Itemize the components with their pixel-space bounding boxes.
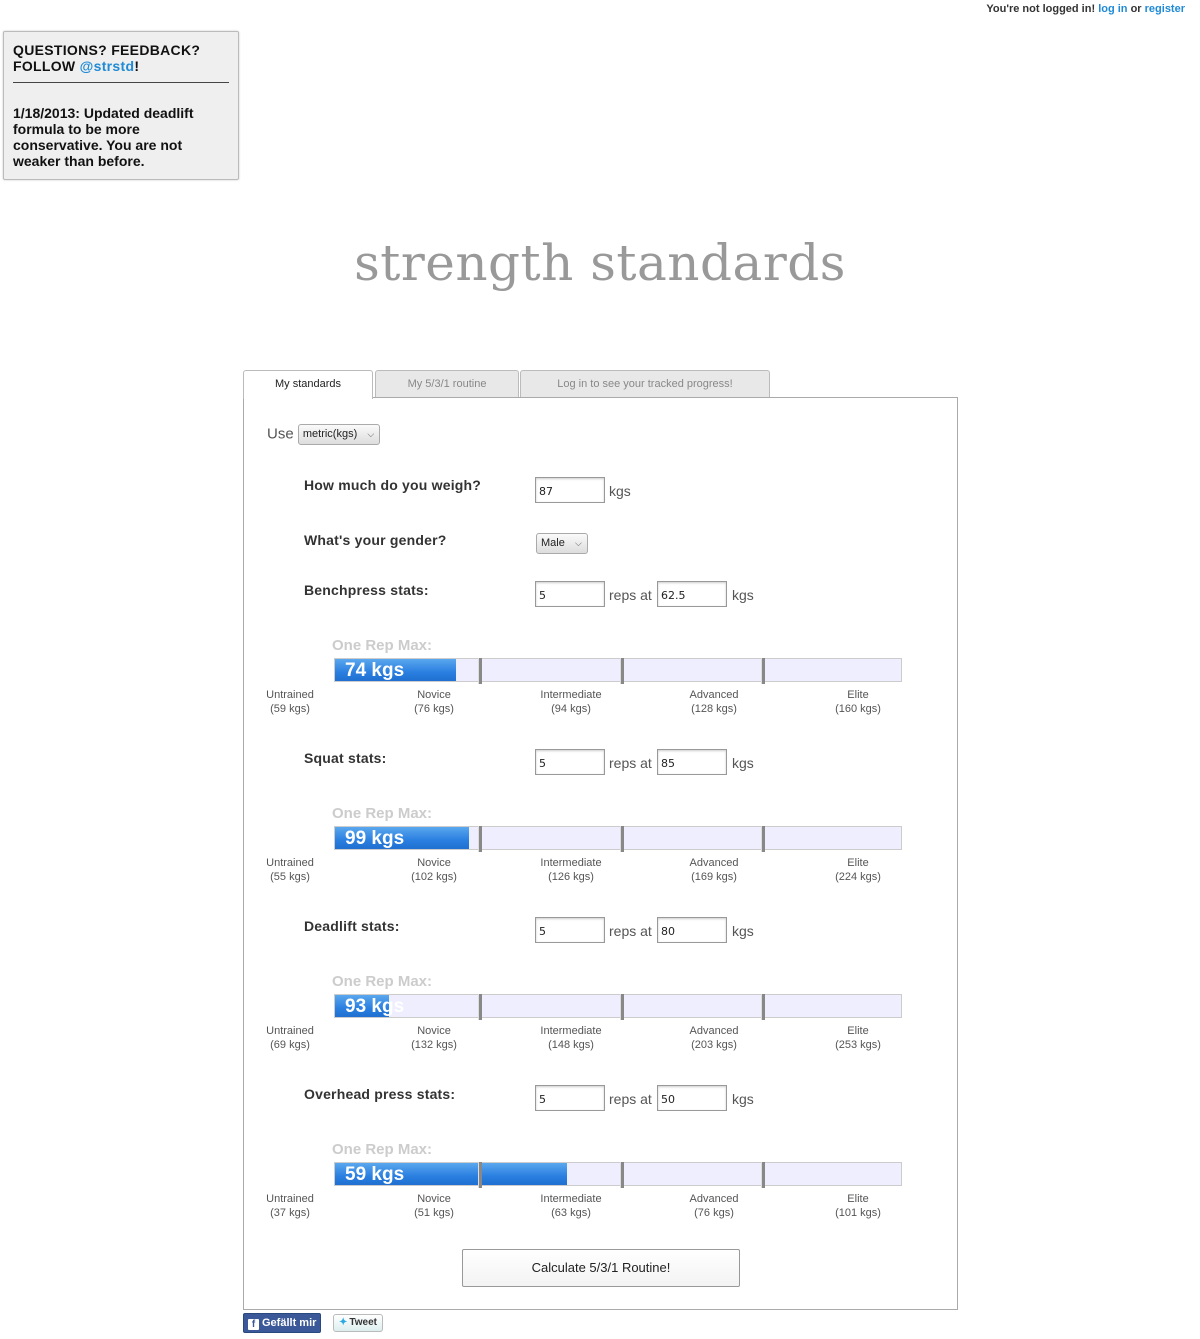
reps-at-text: reps at: [609, 587, 652, 603]
level-label: [394, 1024, 474, 1052]
level-name: Novice: [417, 1193, 451, 1205]
lift-label: Benchpress stats:: [304, 582, 429, 598]
news-item: 1/18/2013: Updated deadlift formula to be more conservative. You are not weaker than before.: [13, 105, 194, 169]
one-rep-max-value: 93 kgs: [345, 996, 405, 1017]
level-label: [818, 1192, 898, 1220]
unit-row: [267, 424, 380, 445]
weight-label: How much do you weigh?: [304, 477, 482, 493]
unit-prefix: Use: [267, 425, 294, 443]
level-value: (148 kgs): [548, 1039, 594, 1051]
level-label: [818, 688, 898, 716]
strength-progress-bar: [334, 1162, 902, 1186]
level-value: (69 kgs): [270, 1039, 310, 1051]
level-name: Novice: [417, 857, 451, 869]
chevron-down-icon: ⌵: [367, 429, 375, 439]
follow-suffix: !: [134, 58, 140, 74]
unit-select-value: metric(kgs): [302, 428, 358, 440]
register-link[interactable]: register: [1144, 3, 1185, 15]
level-value: (102 kgs): [411, 871, 457, 883]
level-name: Untrained: [266, 857, 314, 869]
lift-weight-unit: kgs: [732, 923, 754, 939]
calculate-routine-button[interactable]: Calculate 5/3/1 Routine!: [462, 1249, 740, 1287]
level-marker: [478, 658, 482, 684]
level-marker: [761, 826, 765, 852]
tweet-label: Tweet: [349, 1317, 377, 1328]
level-name: Intermediate: [540, 689, 602, 701]
tab-my-standards[interactable]: My standards: [243, 370, 373, 399]
level-marker: [620, 658, 624, 684]
level-name: Advanced: [689, 857, 739, 869]
level-name: Advanced: [689, 689, 739, 701]
lift-label: Squat stats:: [304, 750, 387, 766]
level-label: [250, 688, 330, 716]
level-name: Novice: [417, 1025, 451, 1037]
level-name: Untrained: [266, 1025, 314, 1037]
level-label: [531, 856, 611, 884]
level-label: [674, 1192, 754, 1220]
level-value: (94 kgs): [551, 703, 591, 715]
level-value: (224 kgs): [835, 871, 881, 883]
level-marker: [761, 1162, 765, 1188]
level-label: [674, 1024, 754, 1052]
login-status-text: You're not logged in!: [986, 3, 1096, 15]
level-label: [818, 1024, 898, 1052]
level-value: (63 kgs): [551, 1207, 591, 1219]
level-name: Elite: [847, 1193, 869, 1205]
lift-weight-unit: kgs: [732, 755, 754, 771]
reps-input[interactable]: 5: [535, 749, 605, 775]
feedback-heading: [13, 42, 229, 74]
reps-input[interactable]: 5: [535, 1085, 605, 1111]
facebook-like-button[interactable]: [243, 1313, 321, 1333]
site-title: strength standards: [354, 234, 846, 292]
level-value: (55 kgs): [270, 871, 310, 883]
login-status: [986, 3, 1185, 15]
lift-weight-unit: kgs: [732, 587, 754, 603]
one-rep-max-value: 74 kgs: [345, 660, 405, 681]
level-label: [531, 1024, 611, 1052]
tab-tracked-progress[interactable]: Log in to see your tracked progress!: [520, 370, 770, 397]
lift-label: Overhead press stats:: [304, 1086, 456, 1102]
gender-select[interactable]: [536, 533, 588, 554]
level-value: (37 kgs): [270, 1207, 310, 1219]
level-name: Intermediate: [540, 1025, 602, 1037]
level-label: [674, 856, 754, 884]
level-name: Advanced: [689, 1193, 739, 1205]
level-value: (51 kgs): [414, 1207, 454, 1219]
facebook-icon: f: [248, 1319, 259, 1330]
lift-weight-input[interactable]: 62.5: [657, 581, 727, 607]
one-rep-max-label: One Rep Max:: [332, 805, 433, 822]
bodyweight-unit: kgs: [609, 483, 631, 499]
level-label: [394, 688, 474, 716]
level-label: [250, 856, 330, 884]
strength-progress-bar: [334, 826, 902, 850]
reps-input[interactable]: 5: [535, 917, 605, 943]
chevron-down-icon: ⌵: [575, 538, 582, 548]
gender-label: What's your gender?: [304, 532, 447, 548]
lift-weight-input[interactable]: 80: [657, 917, 727, 943]
feedback-line1: QUESTIONS? FEEDBACK?: [13, 42, 201, 58]
level-marker: [478, 1162, 482, 1188]
feedback-divider: [13, 82, 229, 83]
level-name: Intermediate: [540, 857, 602, 869]
level-marker: [761, 658, 765, 684]
level-label: [394, 856, 474, 884]
level-marker: [620, 826, 624, 852]
facebook-like-label: Gefällt mir: [262, 1317, 317, 1329]
level-marker: [761, 994, 765, 1020]
level-name: Elite: [847, 857, 869, 869]
level-value: (126 kgs): [548, 871, 594, 883]
level-value: (59 kgs): [270, 703, 310, 715]
level-value: (101 kgs): [835, 1207, 881, 1219]
level-name: Intermediate: [540, 1193, 602, 1205]
level-name: Elite: [847, 1025, 869, 1037]
lift-weight-input[interactable]: 50: [657, 1085, 727, 1111]
bodyweight-input[interactable]: 87: [535, 477, 605, 503]
level-label: [818, 856, 898, 884]
lift-weight-unit: kgs: [732, 1091, 754, 1107]
reps-at-text: reps at: [609, 1091, 652, 1107]
one-rep-max-label: One Rep Max:: [332, 973, 433, 990]
reps-at-text: reps at: [609, 923, 652, 939]
level-label: [674, 688, 754, 716]
lift-label: Deadlift stats:: [304, 918, 400, 934]
twitter-bird-icon: ✦: [339, 1317, 348, 1328]
level-name: Elite: [847, 689, 869, 701]
gender-select-value: Male: [541, 537, 565, 549]
twitter-handle-link[interactable]: @strstd: [79, 58, 135, 74]
one-rep-max-label: One Rep Max:: [332, 637, 433, 654]
one-rep-max-value: 99 kgs: [345, 828, 405, 849]
lift-weight-input[interactable]: 85: [657, 749, 727, 775]
feedback-box: [3, 31, 239, 180]
level-value: (132 kgs): [411, 1039, 457, 1051]
level-value: (128 kgs): [691, 703, 737, 715]
feedback-line2: [13, 58, 229, 74]
level-marker: [478, 826, 482, 852]
level-value: (203 kgs): [691, 1039, 737, 1051]
one-rep-max-label: One Rep Max:: [332, 1141, 433, 1158]
standards-panel: [243, 397, 958, 1310]
login-or-text: or: [1130, 3, 1142, 15]
level-value: (76 kgs): [694, 1207, 734, 1219]
strength-progress-bar: [334, 994, 902, 1018]
level-label: [250, 1024, 330, 1052]
reps-input[interactable]: 5: [535, 581, 605, 607]
strength-progress-bar: [334, 658, 902, 682]
tweet-button[interactable]: [333, 1314, 383, 1332]
level-marker: [620, 994, 624, 1020]
level-label: [531, 688, 611, 716]
level-name: Advanced: [689, 1025, 739, 1037]
login-link[interactable]: log in: [1098, 3, 1128, 15]
reps-at-text: reps at: [609, 755, 652, 771]
level-label: [531, 1192, 611, 1220]
level-name: Untrained: [266, 1193, 314, 1205]
level-label: [394, 1192, 474, 1220]
level-value: (253 kgs): [835, 1039, 881, 1051]
level-marker: [478, 994, 482, 1020]
level-value: (76 kgs): [414, 703, 454, 715]
tab-531-routine[interactable]: My 5/3/1 routine: [375, 370, 519, 397]
level-value: (160 kgs): [835, 703, 881, 715]
level-value: (169 kgs): [691, 871, 737, 883]
follow-text: FOLLOW: [13, 58, 76, 74]
level-name: Untrained: [266, 689, 314, 701]
level-name: Novice: [417, 689, 451, 701]
unit-select[interactable]: [298, 424, 380, 445]
level-label: [250, 1192, 330, 1220]
level-marker: [620, 1162, 624, 1188]
one-rep-max-value: 59 kgs: [345, 1164, 405, 1185]
